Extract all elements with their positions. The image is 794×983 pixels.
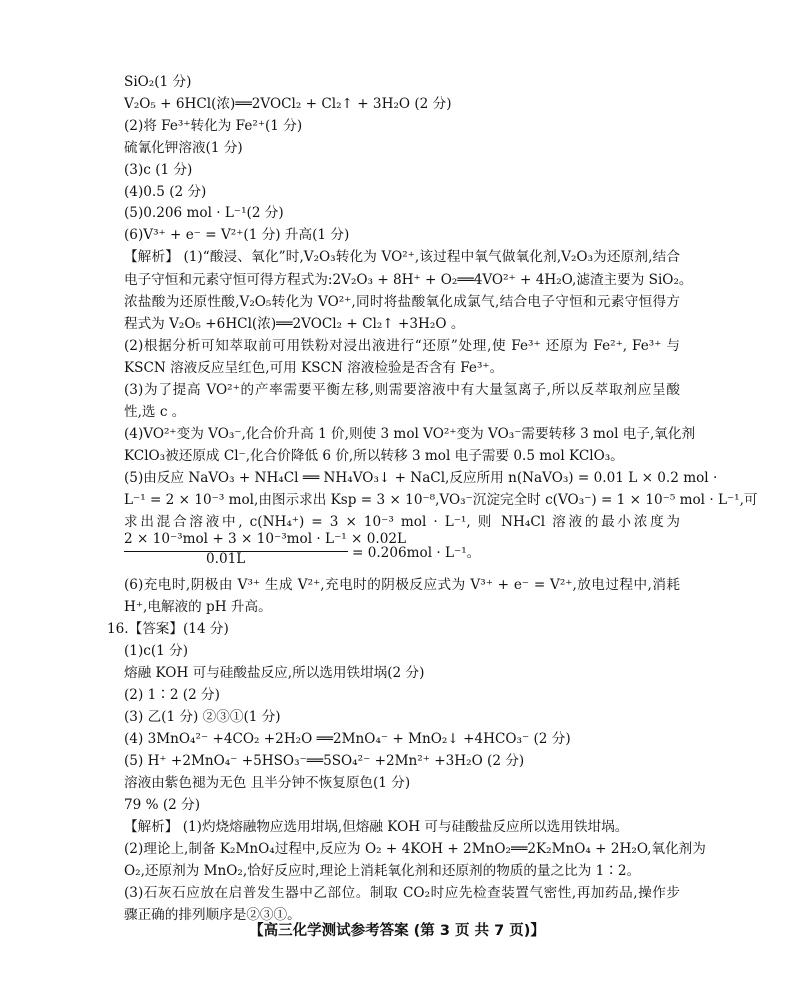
page-footer: 【高三化学测试参考答案 (第 3 页 共 7 页)】 <box>249 923 545 939</box>
analysis16-line-4: (3)石灰石应放在启普发生器中乙部位。制取 CO₂时应先检查装置气密性,再加药品,操作步 <box>124 885 680 901</box>
analysis-line-1: 【解析】 (1)“酸浸、氧化”时,V₂O₃转化为 VO²⁺,该过程中氧气做氧化剂,V₂O₃为还原剂,结合 <box>124 249 680 265</box>
analysis-line-9: (4)VO²⁺变为 VO₃⁻,化合价升高 1 价,则使 3 mol VO²⁺变为 VO₃⁻需要转移 3 mol 电子,氧化剂 <box>124 426 696 442</box>
fraction-numerator: 2 × 10⁻³mol + 3 × 10⁻³mol · L⁻¹ × 0.02L <box>124 531 407 547</box>
analysis-line-13: 求出混合溶液中, c(NH₄⁺) = 3 × 10⁻³ mol · L⁻¹, 则 NH₄Cl 溶液的最小浓度为 <box>124 514 680 530</box>
analysis-line-5: (2)根据分析可知萃取前可用铁粉对浸出液进行“还原”处理,使 Fe³⁺ 还原为 Fe²⁺, Fe³⁺ 与 <box>124 338 680 354</box>
answer-line-3: (2)将 Fe³⁺转化为 Fe²⁺(1 分) <box>124 118 303 134</box>
analysis-line-8: 性,选 c 。 <box>124 404 186 420</box>
analysis-line-15: H⁺,电解液的 pH 升高。 <box>124 599 272 615</box>
analysis16-line-2: (2)理论上,制备 K₂MnO₄过程中,反应为 O₂ + 4KOH + 2MnO₂══2K₂MnO₄ + 2H₂O,氧化剂为 <box>124 841 706 857</box>
answer16-line-5: (4) 3MnO₄²⁻ +4CO₂ +2H₂O ══2MnO₄⁻ + MnO₂↓ +4HCO₃⁻ (2 分) <box>124 731 571 747</box>
concentration-fraction <box>124 531 680 571</box>
analysis-line-3: 浓盐酸为还原性酸,V₂O₅转化为 VO²⁺,同时将盐酸氧化成氯气,结合电子守恒和元素守恒得方 <box>124 294 680 310</box>
answer-line-6: (4)0.5 (2 分) <box>124 184 207 200</box>
analysis-line-14: (6)充电时,阴极由 V³⁺ 生成 V²⁺,充电时的阴极反应式为 V³⁺ + e⁻ = V²⁺,放电过程中,消耗 <box>124 577 680 593</box>
answer16-line-1: (1)c(1 分) <box>124 643 189 659</box>
answer16-line-3: (2) 1∶2 (2 分) <box>124 687 220 703</box>
analysis-line-2: 电子守恒和元素守恒可得方程式为:2V₂O₃ + 8H⁺ + O₂══4VO²⁺ + 4H₂O,滤渣主要为 SiO₂。 <box>124 272 693 288</box>
answer16-line-4: (3) 乙(1 分) ②③①(1 分) <box>124 709 281 725</box>
analysis-line-4: 程式为 V₂O₅ +6HCl(浓)══2VOCl₂ + Cl₂↑ +3H₂O 。 <box>124 316 465 332</box>
analysis-line-10: KClO₃被还原成 Cl⁻,化合价降低 6 价,所以转移 3 mol 电子需要 0.5 mol KClO₃。 <box>124 448 624 464</box>
analysis16-line-1: 【解析】 (1)灼烧熔融物应选用坩埚,但熔融 KOH 可与硅酸盐反应所以选用铁坩埚。 <box>124 819 629 835</box>
answer-line-2: V₂O₅ + 6HCl(浓)══2VOCl₂ + Cl₂↑ + 3H₂O (2 分) <box>124 96 452 112</box>
analysis-line-11: (5)由反应 NaVO₃ + NH₄Cl ══ NH₄VO₃↓ + NaCl,反应所用 n(NaVO₃) = 0.01 L × 0.2 mol · <box>124 470 718 486</box>
answer-line-5: (3)c (1 分) <box>124 162 193 178</box>
analysis16-line-3: O₂,还原剂为 MnO₂,恰好反应时,理论上消耗氧化剂和还原剂的物质的量之比为 1∶2。 <box>124 863 641 879</box>
answer-line-4: 硫氰化钾溶液(1 分) <box>124 140 243 156</box>
fraction-result: = 0.206mol · L⁻¹。 <box>352 545 481 561</box>
answer-line-7: (5)0.206 mol · L⁻¹(2 分) <box>124 205 284 221</box>
analysis-line-12: L⁻¹ = 2 × 10⁻³ mol,由图示求出 Ksp = 3 × 10⁻⁸,VO₃⁻沉淀完全时 c(VO₃⁻) = 1 × 10⁻⁵ mol · L⁻¹,可 <box>124 492 758 508</box>
question-16-header: 16.【答案】(14 分) <box>107 621 229 637</box>
fraction-denominator: 0.01L <box>206 551 246 567</box>
answer16-line-7: 溶液由紫色褪为无色 且半分钟不恢复原色(1 分) <box>124 775 411 791</box>
answer-line-1: SiO₂(1 分) <box>124 74 192 90</box>
answer16-line-6: (5) H⁺ +2MnO₄⁻ +5HSO₃⁻══5SO₄²⁻ +2Mn²⁺ +3H₂O (2 分) <box>124 753 525 769</box>
analysis16-line-5: 骤正确的排列顺序是②③①。 <box>124 907 301 923</box>
analysis-line-7: (3)为了提高 VO²⁺的产率需要平衡左移,则需要溶液中有大量氢离子,所以反萃取剂应呈酸 <box>124 382 680 398</box>
analysis-line-6: KSCN 溶液反应呈红色,可用 KSCN 溶液检验是否含有 Fe³⁺。 <box>124 360 504 376</box>
answer16-line-2: 熔融 KOH 可与硅酸盐反应,所以选用铁坩埚(2 分) <box>124 665 425 681</box>
answer-line-8: (6)V³⁺ + e⁻ = V²⁺(1 分) 升高(1 分) <box>124 227 350 243</box>
answer16-line-8: 79 % (2 分) <box>124 797 201 813</box>
